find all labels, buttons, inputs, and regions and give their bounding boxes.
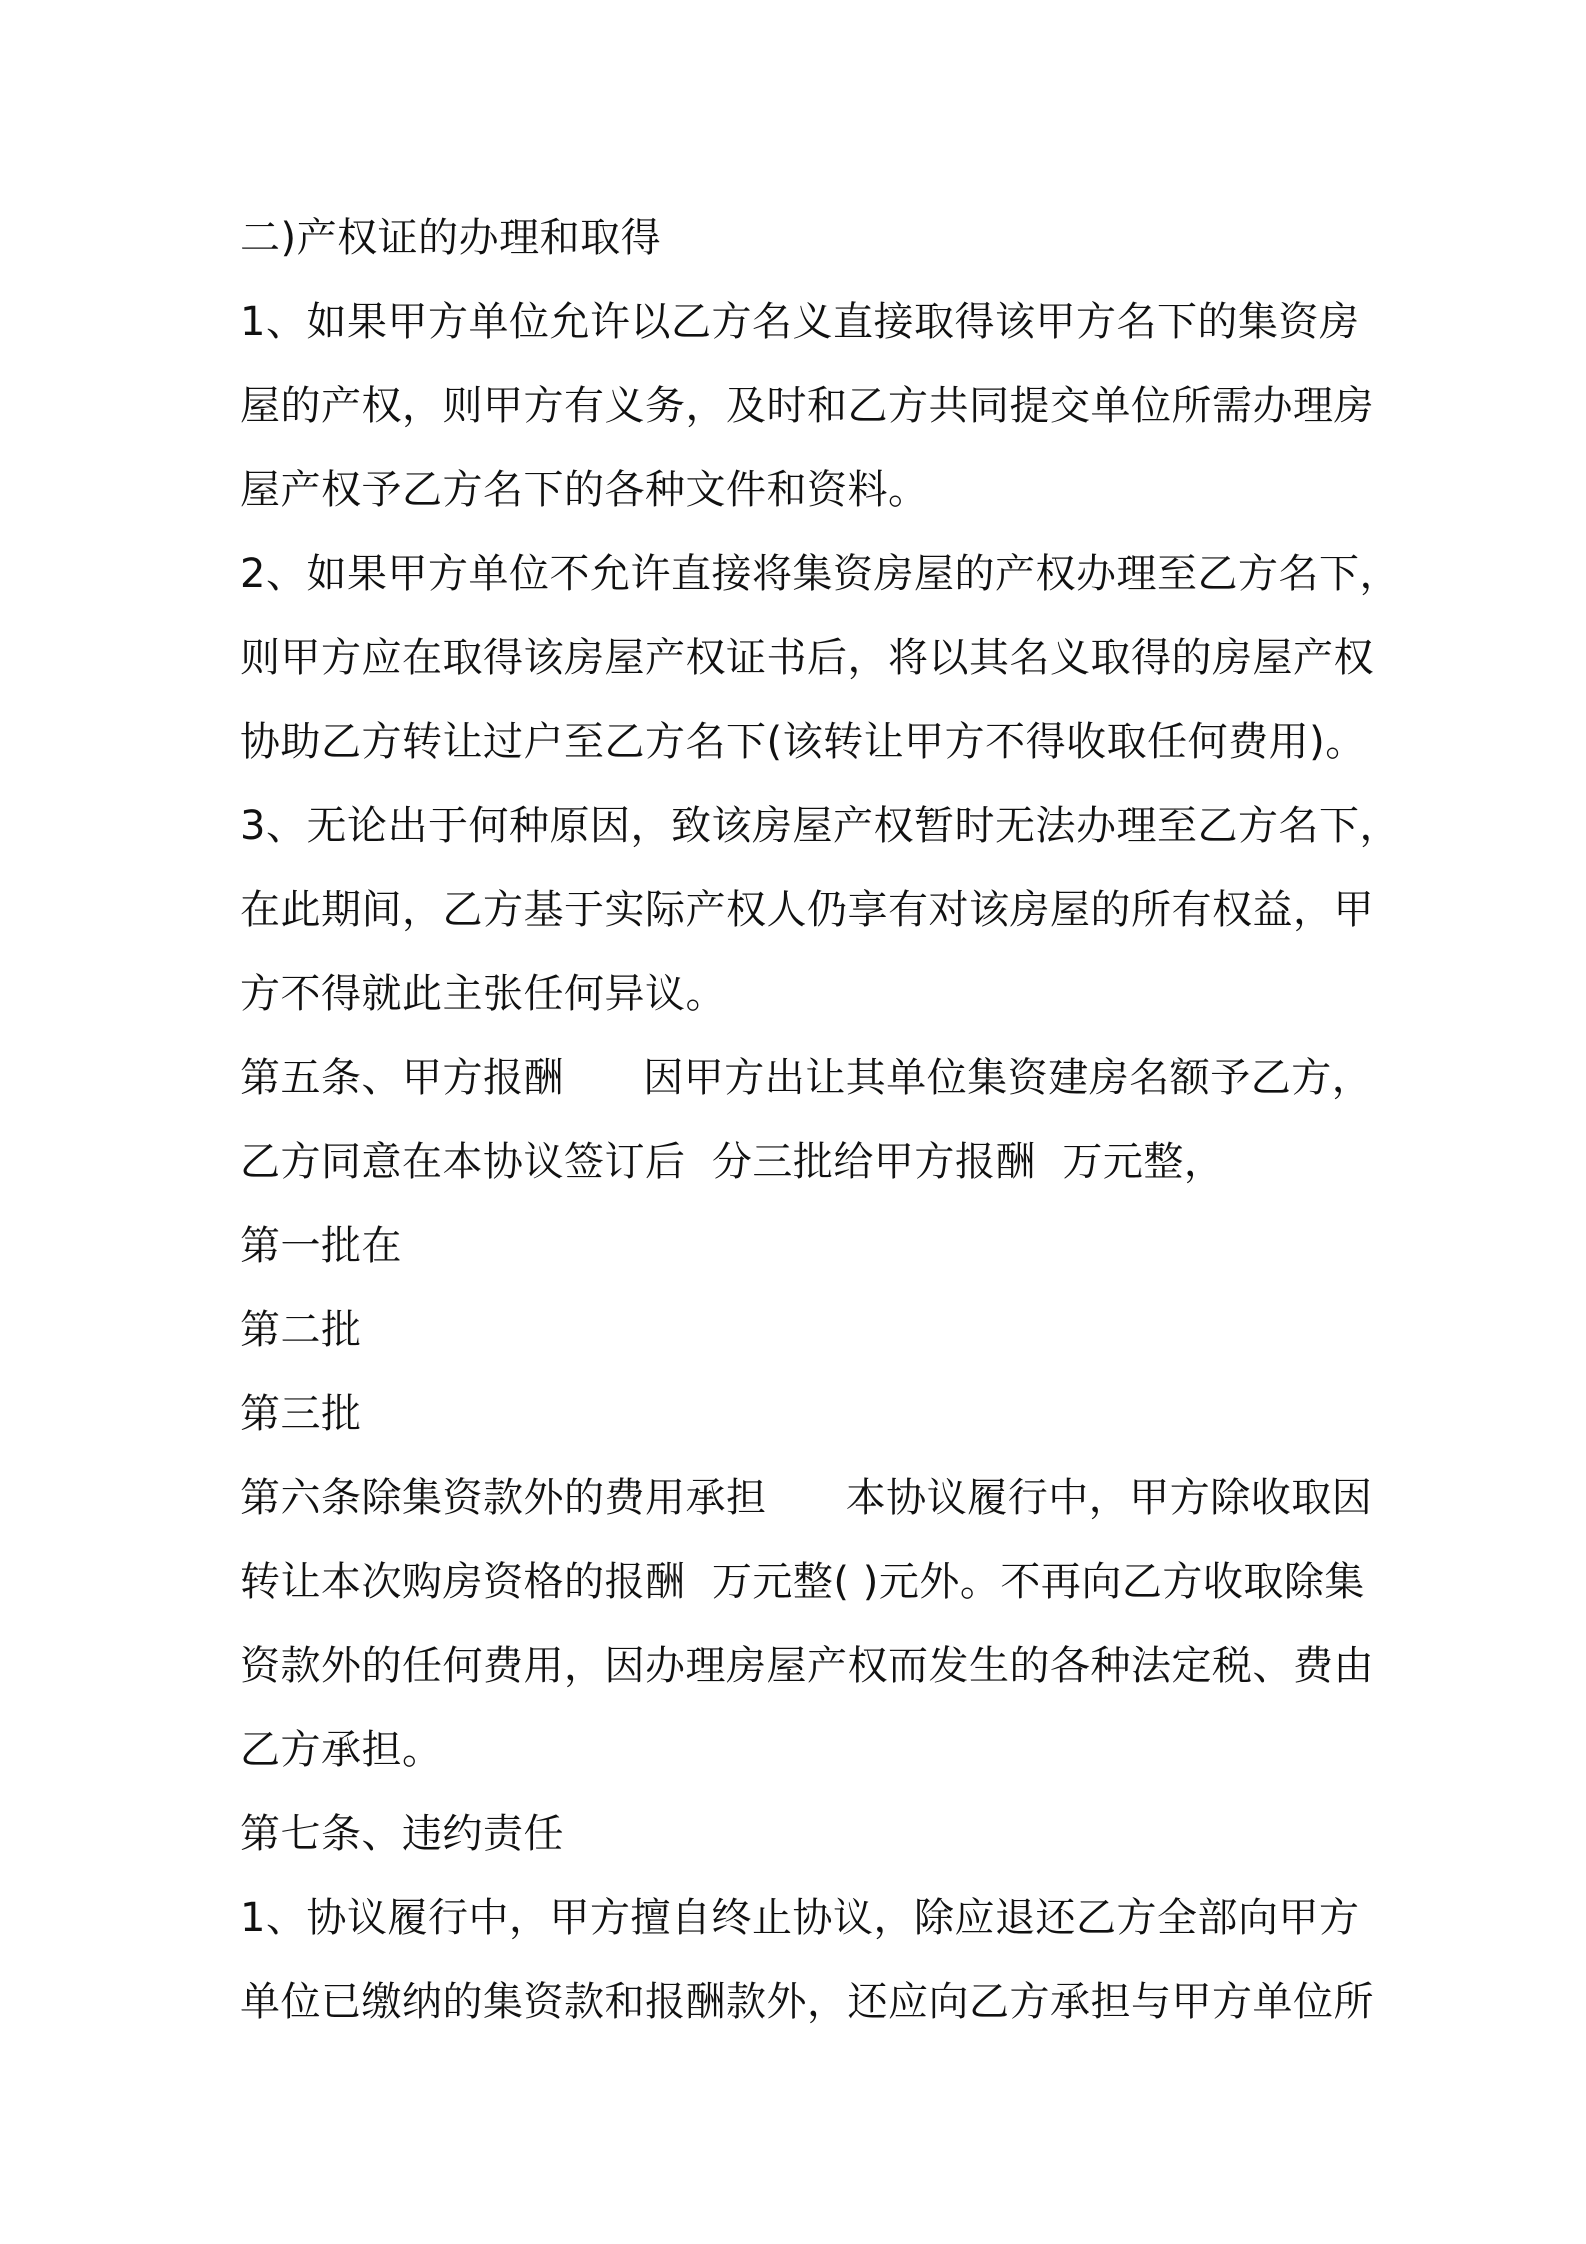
paragraph-line: 2、如果甲方单位不允许直接将集资房屋的产权办理至乙方名下，: [240, 551, 1400, 597]
paragraph-line: 方不得就此主张任何异议。: [240, 971, 726, 1017]
section-heading-property-certificate: 二)产权证的办理和取得: [240, 215, 662, 261]
payment-batch-2: 第二批: [240, 1307, 362, 1353]
paragraph-line: 则甲方应在取得该房屋产权证书后，将以其名义取得的房屋产权: [240, 635, 1374, 681]
payment-batch-1: 第一批在: [240, 1223, 402, 1269]
paragraph-line: 协助乙方转让过户至乙方名下(该转让甲方不得收取任何费用)。: [240, 719, 1366, 765]
document-body: [240, 196, 1400, 2044]
paragraph-line: 1、如果甲方单位允许以乙方名义直接取得该甲方名下的集资房: [240, 299, 1360, 345]
payment-batch-3: 第三批: [240, 1391, 362, 1437]
article-five-heading: 第五条、甲方报酬 因甲方出让其单位集资建房名额予乙方，: [240, 1055, 1373, 1101]
paragraph-line: 屋产权予乙方名下的各种文件和资料。: [240, 467, 929, 513]
paragraph-line: 资款外的任何费用，因办理房屋产权而发生的各种法定税、费由: [240, 1643, 1374, 1689]
paragraph-line: 在此期间，乙方基于实际产权人仍享有对该房屋的所有权益，甲: [240, 887, 1374, 933]
article-six-heading: 第六条除集资款外的费用承担 本协议履行中，甲方除收取因: [240, 1475, 1373, 1521]
paragraph-line: 3、无论出于何种原因，致该房屋产权暂时无法办理至乙方名下，: [240, 803, 1400, 849]
paragraph-line: 乙方承担。: [240, 1727, 443, 1773]
paragraph-line: 屋的产权，则甲方有义务，及时和乙方共同提交单位所需办理房: [240, 383, 1374, 429]
paragraph-line: 乙方同意在本协议签订后 分三批给甲方报酬 万元整，: [240, 1139, 1225, 1185]
paragraph-line: 1、协议履行中，甲方擅自终止协议，除应退还乙方全部向甲方: [240, 1895, 1360, 1941]
paragraph-line: 转让本次购房资格的报酬 万元整( )元外。不再向乙方收取除集: [240, 1559, 1365, 1605]
paragraph-line: 单位已缴纳的集资款和报酬款外，还应向乙方承担与甲方单位所: [240, 1979, 1374, 2025]
article-seven-heading: 第七条、违约责任: [240, 1811, 564, 1857]
